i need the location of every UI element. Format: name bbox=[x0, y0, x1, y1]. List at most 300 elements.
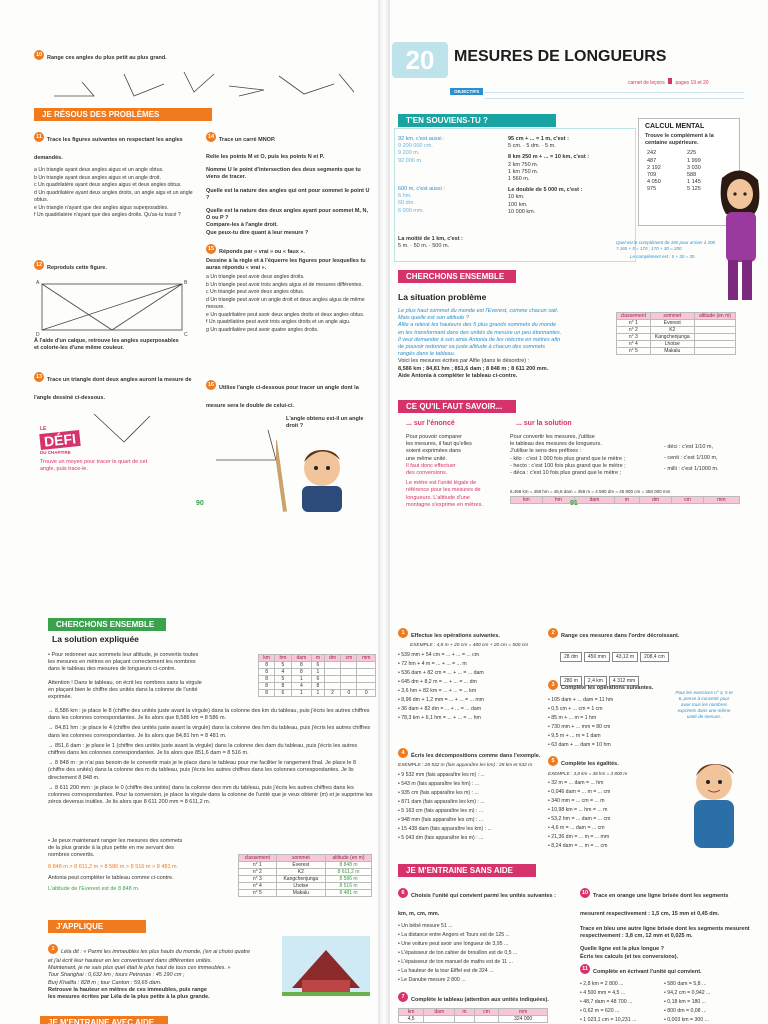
table-cell: n° 2 bbox=[617, 327, 651, 334]
list-item: • 543 m (fais apparaître les hm) : ... bbox=[398, 781, 480, 788]
souviens-d bbox=[398, 186, 508, 215]
list-item: • 3,6 hm + 82 km = ... + ... = ... km bbox=[398, 688, 477, 695]
measure-chip[interactable]: 208,4 cm bbox=[640, 652, 669, 662]
conversion-example: 6,458 km = 458 hm = 45,8 dam = 458 m = 4 580 dm = 45 800 cm = 458 000 mm bbox=[510, 489, 671, 494]
situation-line: Aide Antonia à compléter le tableau ci-contre. bbox=[398, 372, 518, 379]
table-cell: 1 bbox=[312, 690, 325, 697]
table-header: sommet bbox=[276, 855, 325, 862]
exercise-number: 2 bbox=[548, 628, 558, 638]
table-row bbox=[239, 883, 372, 890]
exercise-number: 4 bbox=[398, 748, 408, 758]
option[interactable]: 9 200 m. bbox=[398, 150, 420, 157]
list-item: • L'épaisseur de ton manuel de maths est de 11 ... bbox=[398, 959, 513, 965]
paragraph-line: nombres convertis. bbox=[48, 852, 95, 859]
paragraph-line: Antonia peut compléter le tableau comme ci-contre. bbox=[48, 874, 174, 881]
table-header: mm bbox=[499, 1009, 548, 1016]
list-item: d Un triangle peut avoir un angle droit et deux angles aigus de même mesure. bbox=[206, 296, 365, 311]
paragraph-line: Attention ! Dans le tableau, on écrit les nombres sans la virgule bbox=[48, 679, 202, 686]
unit-abbr: km bbox=[511, 497, 543, 504]
unit-abbr: dam bbox=[575, 497, 615, 504]
exercise-line: les mesures écrites par Léla de la plus petite à la plus grande. bbox=[48, 994, 210, 1001]
conclusion: L'altitude de l'Everest est de 8 848 m. bbox=[48, 886, 140, 893]
solution-bullets bbox=[48, 708, 374, 809]
solution-title: ... sur la solution bbox=[516, 420, 572, 427]
conversion-table bbox=[258, 654, 376, 697]
exercise-caption: L'angle obtenu est-il un angle droit ? bbox=[286, 416, 364, 430]
table-header: km bbox=[259, 655, 275, 662]
exercise-number: 5 bbox=[548, 756, 558, 766]
table-cell: Makalu bbox=[276, 890, 325, 897]
paragraph-line: les mesures en mètres en plaçant correctement les nombres bbox=[48, 659, 196, 666]
paragraph-line: • Pour redonner aux sommets leur altitude, je convertis toutes bbox=[48, 652, 199, 658]
measure-chip[interactable]: 28 dm bbox=[560, 652, 582, 662]
prefix-right bbox=[664, 444, 750, 474]
list-item: • 5 043 dm (fais apparaître les m) : ... bbox=[398, 835, 484, 842]
question: La moitié de 1 km, c'est : bbox=[398, 236, 463, 242]
option[interactable]: 6 hm. bbox=[398, 193, 412, 200]
list-item: g Un quadrilatère peut avoir quatre angles droits. bbox=[206, 326, 319, 333]
calcul-item: 975 bbox=[647, 186, 657, 193]
exercise-number: 3 bbox=[548, 680, 558, 690]
table-header: cm bbox=[341, 655, 357, 662]
table-cell: 8 bbox=[291, 669, 311, 676]
exercise-6 bbox=[398, 884, 558, 985]
table-header: classement bbox=[239, 855, 277, 862]
bullet-item: → 851,6 dam : je place le 1 (chiffre des unités juste avant la virgule) dans la colonne des dam du tableau, puis j'écris les autres chiffres dans les colonnes correspondantes. Je lis alors que 851,6 dam = 8 516 m. bbox=[48, 742, 358, 757]
situation-line: Alfie a relevé les hauteurs des 5 plus grands sommets du monde bbox=[398, 322, 557, 329]
exercise-line: Écris tes calculs (et tes conversions). bbox=[580, 953, 679, 960]
carnet-label: carnet de leçons bbox=[628, 80, 665, 86]
table-cell: n° 4 bbox=[239, 883, 277, 890]
table-cell: 324 000 bbox=[499, 1016, 548, 1023]
solution-paragraph-3 bbox=[48, 838, 238, 893]
table-row bbox=[617, 320, 736, 327]
unit-abbr: m bbox=[614, 497, 639, 504]
table-cell[interactable] bbox=[474, 1016, 499, 1023]
vertex-label: B bbox=[184, 280, 188, 286]
exercise-line: Burj Khalifa : 828 m ; tour Canton : 59,65 dam. bbox=[48, 979, 162, 986]
exercise-title: Écris les décompositions comme dans l'exemple. bbox=[411, 753, 541, 759]
page-90 bbox=[0, 0, 385, 512]
list-item: • 5 163 cm (fais apparaître les m) : ... bbox=[398, 808, 484, 815]
table-cell: 6 bbox=[312, 662, 325, 669]
carnet-pages: pages 19 et 20 bbox=[675, 80, 709, 86]
table-header: m bbox=[312, 655, 325, 662]
list-item: b Un triangle ayant deux angles aigus et un angle droit. bbox=[34, 174, 161, 181]
table-header: mm bbox=[357, 655, 376, 662]
souviens-banner: T'EN SOUVIENS-TU ? bbox=[398, 114, 556, 127]
ordered-values: 8 848 m > 8 611,2 m > 8 586 m > 8 516 m > 8 481 m bbox=[48, 863, 177, 870]
girl-illustration bbox=[714, 166, 766, 306]
exercise-line: Relie les points M et O, puis les points N et P. bbox=[206, 154, 325, 160]
measure-chip[interactable]: 4 312 mm bbox=[609, 676, 639, 686]
list-item: • 63 dam + ... dam = 10 hm bbox=[548, 742, 611, 748]
option[interactable]: 6 000 mm. bbox=[398, 207, 424, 214]
table-cell: K2 bbox=[276, 869, 325, 876]
table-cell bbox=[341, 683, 357, 690]
table-cell: n° 1 bbox=[617, 320, 651, 327]
table-cell: Lhotse bbox=[650, 341, 694, 348]
exercise-title: Trace les figures suivantes en respectant les angles demandés. bbox=[34, 137, 183, 161]
option[interactable]: 10 km. bbox=[508, 194, 525, 201]
table-cell bbox=[341, 676, 357, 683]
unit-abbr: cm bbox=[672, 497, 704, 504]
situation-text bbox=[398, 308, 608, 380]
exercise-number: 13 bbox=[35, 373, 43, 380]
page-91 bbox=[384, 0, 768, 512]
solution-title: La solution expliquée bbox=[52, 634, 139, 644]
calcul-item: 4 050 bbox=[647, 179, 661, 186]
table-header: altitude (en m) bbox=[326, 855, 372, 862]
calcul-item: 2 192 bbox=[647, 164, 661, 171]
exercise-10 bbox=[580, 884, 750, 961]
list-item: • 0,18 km = 180 ... bbox=[664, 999, 707, 1005]
list-item: f Un quadrilatère peut avoir trois angles droits et un angle aigu. bbox=[206, 319, 351, 326]
list-item: • 9 532 mm (fais apparaître les m) : ... bbox=[398, 772, 485, 779]
table-row bbox=[239, 876, 372, 883]
list-item: • 53,2 hm = ... dam = ... cm bbox=[548, 816, 611, 823]
table-cell[interactable] bbox=[694, 320, 735, 327]
defi-label: LE bbox=[40, 426, 47, 432]
option[interactable]: 5 dm. bbox=[526, 143, 541, 150]
enonce-title: ... sur l'énoncé bbox=[406, 420, 455, 427]
exercise-15-list bbox=[206, 274, 370, 334]
exercise-line: Léla dit : « Parmi les immeubles les plus hauts du monde, j'en ai choisi quatre bbox=[61, 949, 251, 955]
table-header: m bbox=[455, 1009, 474, 1016]
table-cell: n° 1 bbox=[239, 862, 277, 869]
chapter-number: 20 bbox=[392, 42, 448, 78]
list-item: • 800 dm = 0,08 ... bbox=[664, 1008, 707, 1014]
page-92 bbox=[0, 512, 385, 1024]
exercise-11 bbox=[34, 128, 194, 220]
list-item: e Un triangle n'ayant que des angles aigus superposables. bbox=[34, 204, 169, 211]
option[interactable]: 60 dm. bbox=[398, 200, 415, 207]
list-item: • 2,8 km = 2 800 ... bbox=[580, 981, 624, 987]
exercise-11-columns bbox=[580, 980, 750, 1024]
table-row bbox=[259, 669, 376, 676]
exercise-12 bbox=[34, 256, 194, 352]
objectif-text-line bbox=[484, 92, 744, 93]
situation-line: rangés dans le tableau. bbox=[398, 351, 456, 358]
carnet-link[interactable] bbox=[628, 78, 709, 86]
calcul-item: 225 bbox=[687, 150, 697, 157]
calcul-instruction: Trouve le complément à la centaine supérieure. bbox=[645, 133, 714, 147]
exercise-title: Utilise l'angle ci-dessous pour tracer un angle dont la mesure sera le double de celui-ci. bbox=[206, 385, 359, 409]
option[interactable]: 10 000 km. bbox=[508, 208, 536, 215]
entraine-banner: JE M'ENTRAINE AVEC AIDE bbox=[40, 1016, 168, 1024]
option[interactable]: 5 m. bbox=[398, 243, 409, 250]
table-cell: n° 3 bbox=[617, 334, 651, 341]
vertex-label: C bbox=[184, 332, 188, 336]
bullet-item: → 8 848 m : je n'ai pas besoin de le convertir mais je le place dans le tableau pour me faciliter le rangement final. Je place le 8 (chiffre des unités) dans la colonne des m du tableau, puis j'écris les autres chiffres dans les colonnes correspondantes. Je lis directement 8 848 m. bbox=[48, 760, 356, 781]
table-cell: 8 bbox=[259, 662, 275, 669]
list-item: • 536 dam + 82 cm = ... + ... = ... dam bbox=[398, 670, 484, 677]
savoir-banner: CE QU'IL FAUT SAVOIR... bbox=[398, 400, 516, 413]
exercise-7 bbox=[398, 988, 558, 1023]
list-item: • 48,7 dam = 48 700 ... bbox=[580, 999, 633, 1005]
table-cell: 6 bbox=[312, 676, 325, 683]
exercise-14 bbox=[206, 128, 370, 237]
list-item: • 4,6 m = ... dam = ... cm bbox=[548, 825, 605, 832]
table-cell: 8 611,2 m bbox=[326, 869, 372, 876]
boy-illustration bbox=[684, 756, 746, 852]
option[interactable]: 5 cm. bbox=[508, 143, 522, 150]
table-header: altitude (en m) bbox=[694, 313, 735, 320]
table-row bbox=[617, 334, 736, 341]
chips-row bbox=[560, 645, 748, 663]
option[interactable]: 50 m. bbox=[413, 243, 428, 250]
option[interactable]: 1 560 m. bbox=[508, 176, 530, 183]
unit-abbr: hm bbox=[542, 497, 574, 504]
list-item: • Une voiture peut avoir une longueur de 3,95 ... bbox=[398, 941, 509, 947]
bullet-item: → 8 611 200 mm : je place le 0 (chiffre des unités) dans la colonne des mm du tableau, puis j'écris les autres chiffres dans les colonnes correspondantes. Pour la conversion, je place la virgule dans la colonne de l'unité que je veux obtenir (m) et je supprime les zéros devenus inutiles. Je lis alors que 8 611 200 mm = 8 611,2 m. bbox=[48, 784, 373, 806]
situation-line: Le plus haut sommet du monde est l'Everest, comme chacun sait. bbox=[398, 308, 559, 314]
prefix-line: - déci : c'est 1/10 m, bbox=[664, 444, 714, 450]
table-cell[interactable] bbox=[424, 1016, 455, 1023]
table-cell bbox=[341, 669, 357, 676]
exercise-4-list bbox=[398, 771, 548, 843]
list-item: • La distance entre Angers et Tours est de 125 ... bbox=[398, 932, 510, 938]
exercise-title: Complète les opérations suivantes. bbox=[561, 685, 654, 691]
enonce-line: les mesures, il faut qu'elles bbox=[406, 441, 472, 448]
exercise-11-col bbox=[664, 980, 748, 1024]
unit-table bbox=[510, 496, 740, 504]
exercise-number: 11 bbox=[580, 964, 590, 974]
situation-line: 8,586 km ; 84,81 hm ; 851,6 dam ; 8 848 m ; 8 611 200 mm. bbox=[398, 365, 549, 372]
helper-note: Pour les exercices n° 3, 5 et 6, pense à convertir pour avoir tous les nombres exprimés dans une même unité de mesure. bbox=[675, 690, 733, 719]
exercise-line: et j'ai écrit leur hauteur en les convertissant dans différentes unités. bbox=[48, 958, 213, 964]
enonce-line: une même unité. bbox=[406, 455, 447, 462]
situation-line: Mais quelle est son altitude ? bbox=[398, 315, 469, 322]
table-cell: 1 bbox=[291, 690, 311, 697]
exercise-title: Trace en orange une ligne brisée dont les segments mesurent respectivement : 1,5 cm, 15 mm et 0,45 dm. bbox=[580, 893, 729, 917]
exercise-11-list bbox=[34, 167, 194, 220]
list-item: • 8,24 dam = ... m = ... cm bbox=[548, 843, 608, 850]
table-cell: 2 bbox=[324, 690, 341, 697]
defi-text: Trouve un moyen pour tracer le quart de cet angle, puis trace-le. bbox=[40, 459, 148, 473]
solution-line: Pour convertir les mesures, j'utilise bbox=[510, 434, 595, 440]
options-row: 5 m. · 50 m. · 500 m. bbox=[398, 243, 450, 250]
book-fold bbox=[378, 0, 390, 512]
list-item: • 10,98 km = ... hm = ... m bbox=[548, 807, 608, 814]
option[interactable]: 5 m. bbox=[545, 143, 556, 150]
table-cell: 8 bbox=[259, 669, 275, 676]
list-item: • 645 dm + 8,2 m = ... + ... = ... dm bbox=[398, 679, 477, 686]
exercise-line: Quelle est la nature des deux angles ayant pour sommet M, N, O ou P ? bbox=[206, 208, 368, 222]
situation-line: en les transformant dans des unités de mesure un peu étonnantes. bbox=[398, 329, 562, 336]
option[interactable]: 92 000 m. bbox=[398, 157, 423, 164]
table-cell: 1 bbox=[291, 676, 311, 683]
prefix-line: - milli : c'est 1/1000 m. bbox=[664, 466, 719, 473]
measure-chip[interactable]: 43,12 m bbox=[612, 652, 638, 662]
table-row bbox=[239, 890, 372, 897]
exercise-title: Range ces mesures dans l'ordre décroissant. bbox=[561, 633, 680, 639]
situation-table bbox=[616, 312, 736, 355]
table-row bbox=[617, 348, 736, 355]
cherchons-banner: CHERCHONS ENSEMBLE bbox=[48, 618, 166, 631]
exercise-line: Que peux-tu dire quant à leur mesure ? bbox=[206, 229, 309, 236]
table-cell: 8 516 m bbox=[326, 883, 372, 890]
unit-abbr: dm bbox=[639, 497, 671, 504]
situation-line: Il veut demander à son amie Antonia de les réécrire en mètres afin bbox=[398, 336, 561, 343]
table-cell: Lhotse bbox=[276, 883, 325, 890]
list-item: • L'épaisseur de ton cahier de brouillon est de 0,5 ... bbox=[398, 950, 518, 956]
table-cell: 8 bbox=[259, 690, 275, 697]
table-cell[interactable] bbox=[694, 327, 735, 334]
list-item: • 730 mm + ... mm = 80 cm bbox=[548, 724, 611, 730]
table-cell: 5 bbox=[275, 662, 292, 669]
table-cell: 8 bbox=[275, 683, 292, 690]
option[interactable]: 100 km. bbox=[508, 201, 528, 208]
chapter-title: MESURES DE LONGUEURS bbox=[454, 48, 667, 65]
option[interactable]: 9 200 000 cm. bbox=[398, 143, 433, 150]
list-item: • 94,2 cm = 0,942 ... bbox=[664, 990, 711, 996]
calcul-item: 487 bbox=[647, 157, 657, 164]
page-93 bbox=[384, 512, 768, 1024]
calcul-item: 709 bbox=[647, 172, 657, 179]
exercise-4 bbox=[398, 744, 548, 843]
option[interactable]: 2 km 750 m. bbox=[508, 161, 539, 168]
table-cell[interactable] bbox=[694, 348, 735, 355]
enonce-line: soient exprimées dans bbox=[406, 448, 462, 455]
paragraph-line: dans le tableau des mesures de longueurs ci-contre. bbox=[48, 666, 176, 673]
exercise-line: Compare-les à l'angle droit. bbox=[206, 222, 278, 229]
exercise-number: 6 bbox=[398, 888, 408, 898]
exercise-title: Complète les égalités. bbox=[561, 761, 619, 767]
defi-title: DÉFI bbox=[39, 430, 80, 450]
question: Le double de 5 000 m, c'est : bbox=[508, 187, 583, 194]
calcul-item: 3 030 bbox=[687, 164, 701, 171]
question: 8 km 250 m + ... = 10 km, c'est : bbox=[508, 154, 590, 161]
calcul-item: 5 125 bbox=[687, 186, 701, 193]
list-item: a Un triangle ayant deux angles aigus et un angle obtus. bbox=[34, 167, 164, 173]
defi-sub: DU CHAPITRE bbox=[40, 450, 71, 455]
exercise-title: Réponds par « vrai » ou « faux ». bbox=[219, 249, 305, 255]
list-item: b Un triangle peut avoir trois angles aigus et de mesures différentes. bbox=[206, 281, 363, 288]
list-item: • 32 m = ... dam = ... hm bbox=[548, 780, 604, 787]
entraine-sans-aide-banner: JE M'ENTRAINE SANS AIDE bbox=[398, 864, 536, 877]
exercise-example: EXEMPLE : 28 532 m (fais apparaître les km) : 28 km et 532 m bbox=[398, 763, 533, 768]
vertex-label: A bbox=[36, 280, 40, 286]
list-item: • 36 dam + 82 dm = ... + ... = ... dam bbox=[398, 706, 482, 713]
exercise-number: 10 bbox=[35, 51, 43, 58]
exercise-line: Quelle est la nature des angles qui ont pour sommet le point U ? bbox=[206, 187, 370, 201]
table-cell bbox=[357, 662, 376, 669]
bullet-item: → 8,586 km : je place le 8 (chiffre des unités juste avant la virgule) dans la colonne des km du tableau, puis j'écris les autres chiffres dans les colonnes correspondantes. Je lis alors que 8,586 km = 8 586 m. bbox=[48, 708, 370, 722]
options-row: 5 cm. · 5 dm. · 5 m. bbox=[508, 143, 556, 150]
question: 600 m, c'est aussi : bbox=[398, 186, 445, 192]
list-item: • 871 dam (fais apparaître les km) : ... bbox=[398, 799, 485, 806]
table-cell: n° 4 bbox=[617, 341, 651, 348]
table-cell: n° 5 bbox=[617, 348, 651, 355]
list-item: • 0,003 km = 300 ... bbox=[664, 1017, 709, 1023]
exercise-subtitle: Dessine à la règle et à l'équerre les figures pour lesquelles tu auras répondu « vrai ». bbox=[206, 258, 366, 272]
table-cell: 4 bbox=[291, 683, 311, 690]
boy-illustration bbox=[276, 440, 366, 512]
exercise-11 bbox=[580, 960, 750, 1024]
calcul-item: 1 999 bbox=[687, 157, 701, 164]
table-cell: Makalu bbox=[650, 348, 694, 355]
exercise-title: Complète le tableau (attention aux unités indiquées). bbox=[411, 997, 549, 1003]
table-header: sommet bbox=[650, 313, 694, 320]
table-cell bbox=[357, 676, 376, 683]
exercise-3-list bbox=[548, 696, 658, 750]
situation-title: La situation problème bbox=[398, 292, 487, 302]
list-item: • 85 m + ... m = 1 hm bbox=[548, 715, 597, 721]
exercise-line: Nomme U le point d'intersection des deux segments que tu viens de tracer. bbox=[206, 167, 361, 181]
enonce-text bbox=[406, 434, 492, 509]
table-cell bbox=[324, 662, 341, 669]
measure-chip[interactable]: 280 m bbox=[560, 676, 582, 686]
table-cell: 8 481 m bbox=[326, 890, 372, 897]
table-header: km bbox=[399, 1009, 424, 1016]
exercise-example: EXEMPLE : 3,8 km = 38 hm = 3 800 m bbox=[548, 771, 628, 776]
table-cell[interactable] bbox=[694, 341, 735, 348]
bookmark-icon bbox=[668, 78, 672, 84]
table-cell bbox=[341, 662, 357, 669]
table-cell bbox=[357, 669, 376, 676]
book-fold bbox=[378, 512, 390, 1024]
table-cell bbox=[324, 683, 341, 690]
table-cell: 8 586 m bbox=[326, 876, 372, 883]
table-cell: Kangchenjunga bbox=[276, 876, 325, 883]
table-header: cm bbox=[474, 1009, 499, 1016]
exercise-1-list bbox=[398, 651, 548, 723]
option[interactable]: 1 km 750 m. bbox=[508, 168, 539, 175]
calcul-hint-2: Le complément est : 5 + 30 = 35 bbox=[630, 254, 695, 259]
enonce-note: Le mètre est l'unité légale de référence pour les mesures de longueurs. L'altitude d'une montagne s'exprime en mètres. bbox=[406, 480, 483, 508]
list-item: • 0,62 m = 620 ... bbox=[580, 1008, 620, 1014]
table-cell: 0 bbox=[341, 690, 357, 697]
exercise-line: Retrouve la hauteur en mètres de ces immeubles, puis range bbox=[48, 986, 207, 993]
solution-paragraph-1 bbox=[48, 652, 248, 701]
list-item: • 340 mm = ... cm = ... m bbox=[548, 798, 605, 805]
rectangle-figure bbox=[34, 278, 194, 336]
calcul-title: CALCUL MENTAL bbox=[645, 123, 705, 130]
exercise-title: Complète en écrivant l'unité qui convient. bbox=[593, 969, 702, 975]
table-row bbox=[259, 690, 376, 697]
calcul-item: 242 bbox=[647, 150, 657, 157]
option[interactable]: 500 m. bbox=[432, 243, 450, 250]
exercise-number: 11 bbox=[34, 132, 44, 142]
table-cell: K2 bbox=[650, 327, 694, 334]
solution-line: - déca : c'est 10 fois plus grand que le mètre ; bbox=[510, 470, 622, 477]
exercise-7-table bbox=[398, 1008, 548, 1023]
table-cell[interactable] bbox=[455, 1016, 474, 1023]
solution-line: le tableau des mesures de longueurs. bbox=[510, 441, 602, 448]
cherchons-banner: CHERCHONS ENSEMBLE bbox=[398, 270, 516, 283]
table-row bbox=[259, 676, 376, 683]
list-item: • 8,96 dm + 1,2 mm = ... + ... = ... mm bbox=[398, 697, 484, 704]
exercise-number: 10 bbox=[581, 889, 589, 896]
table-row bbox=[399, 1016, 548, 1023]
solution-line: J'utilise le sens des préfixes : bbox=[510, 448, 582, 455]
table-cell[interactable] bbox=[694, 334, 735, 341]
table-cell: n° 2 bbox=[239, 869, 277, 876]
measure-chip[interactable]: 2,4 km bbox=[584, 676, 607, 686]
table-cell: Everest bbox=[276, 862, 325, 869]
measure-chip[interactable]: 450 mm bbox=[584, 652, 610, 662]
paragraph-line: • Je peux maintenant ranger les mesures des sommets bbox=[48, 838, 183, 844]
list-item: • 580 dam = 5,8 ... bbox=[664, 981, 707, 987]
paragraph-line: exprimée. bbox=[48, 694, 73, 701]
list-item: • 935 cm (fais apparaître les m) : ... bbox=[398, 790, 479, 797]
exercise-title: Effectue les opérations suivantes. bbox=[411, 633, 500, 639]
exercise-example: EXEMPLE : 4,8 m + 20 cm = 480 cm + 20 cm = 500 cm bbox=[410, 643, 529, 648]
table-header: dm bbox=[324, 655, 341, 662]
table-cell: 8 848 m bbox=[326, 862, 372, 869]
list-item: e Un quadrilatère peut avoir deux angles droits et deux angles obtus. bbox=[206, 311, 365, 318]
